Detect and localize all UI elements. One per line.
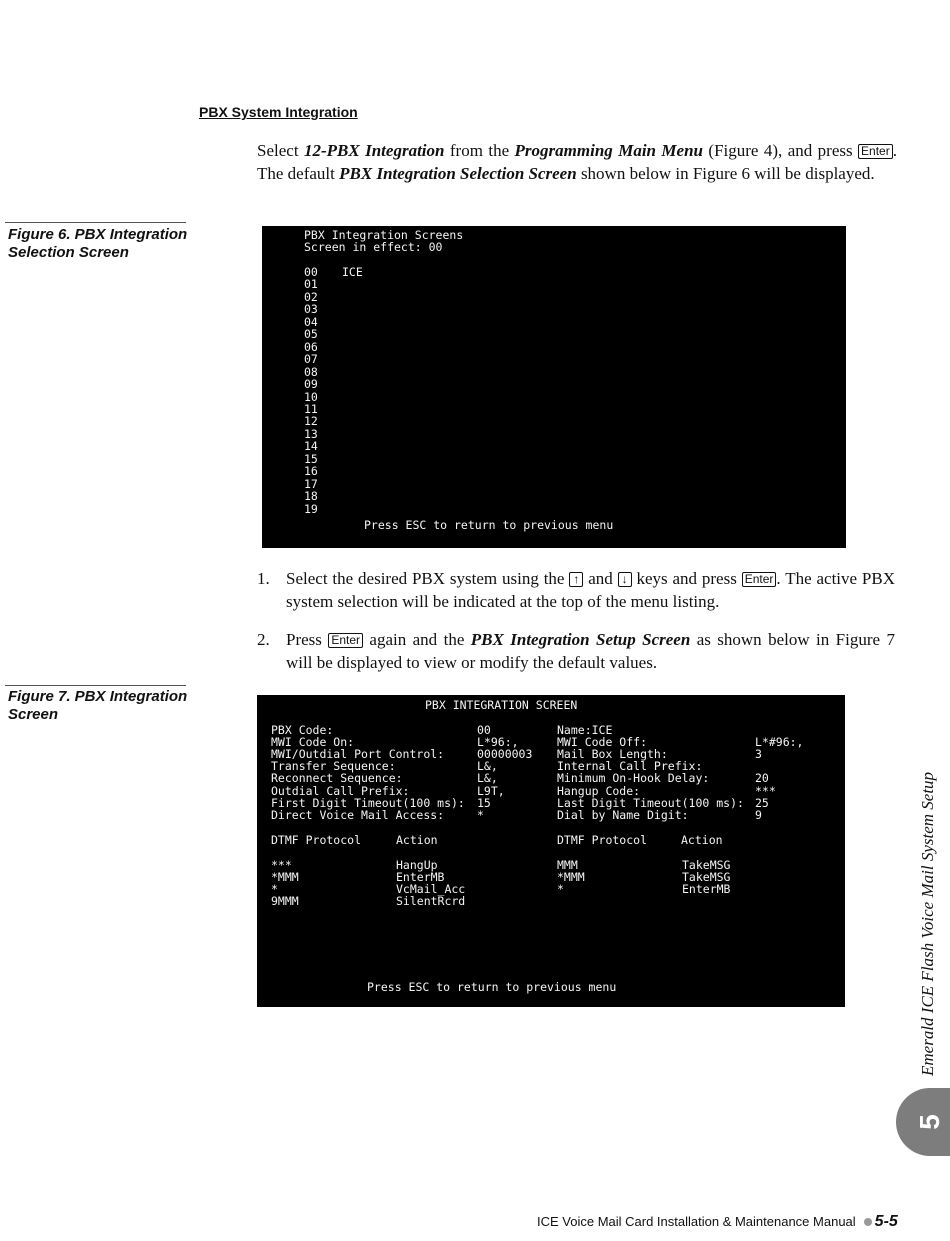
setting-value[interactable]: L*#96:, — [755, 735, 804, 750]
setting-label: Internal Call Prefix: — [557, 759, 703, 774]
setting-value[interactable]: 9 — [755, 807, 762, 822]
dtmf-action: VcMail_Acc — [396, 882, 466, 897]
step-text: Press Enter again and the PBX Integration Setup Screen as shown below in Figure 7 will be displayed to view or modify the default values. — [286, 630, 895, 672]
pbx-number: 13 — [304, 426, 318, 441]
setting-value[interactable]: 3 — [755, 747, 762, 762]
figure6-caption: Figure 6. PBX Integration Selection Screen — [8, 226, 188, 261]
intro-menu-name: Programming Main Menu — [514, 141, 703, 160]
setting-label: Mail Box Length: — [557, 747, 668, 762]
pbx-selection-screen — [262, 226, 846, 548]
action-header: Action — [396, 833, 438, 847]
setting-value[interactable]: 15 — [477, 795, 491, 810]
dtmf-action: EnterMB — [682, 882, 731, 897]
screen-footer: Press ESC to return to previous menu — [367, 980, 617, 994]
dtmf-action: TakeMSG — [682, 870, 731, 885]
enter-key: Enter — [742, 572, 777, 587]
chapter-number: 5 — [914, 1114, 945, 1130]
pbx-list-item[interactable] — [304, 316, 318, 328]
setting-label: Outdial Call Prefix: — [271, 783, 410, 798]
setting-label: MWI Code On: — [271, 735, 355, 750]
dtmf-row[interactable] — [557, 882, 731, 897]
dtmf-protocol: * — [557, 882, 564, 897]
pbx-list-item[interactable] — [304, 428, 318, 440]
setting-label: Reconnect Sequence: — [271, 771, 403, 786]
setting-label: Dial by Name Digit: — [557, 807, 689, 822]
pbx-number: 05 — [304, 327, 318, 342]
pbx-number: 12 — [304, 414, 318, 429]
pbx-number: 00 — [304, 265, 318, 279]
pbx-list-item[interactable] — [304, 265, 363, 279]
pbx-number: 14 — [304, 439, 318, 454]
dtmf-protocol: *MMM — [557, 870, 585, 885]
pbx-list-item[interactable] — [304, 453, 318, 465]
dtmf-protocol: 9MMM — [271, 894, 299, 909]
pbx-list-item[interactable] — [304, 291, 318, 303]
setting-value[interactable]: L&, — [477, 771, 498, 786]
setting-label: Transfer Sequence: — [271, 759, 396, 774]
dtmf-action: TakeMSG — [682, 858, 731, 872]
setting-label: Name:ICE — [557, 723, 613, 737]
action-header: Action — [681, 833, 723, 847]
dtmf-row[interactable] — [271, 894, 466, 909]
pbx-number: 17 — [304, 476, 318, 491]
dtmf-action: HangUp — [396, 858, 438, 872]
dtmf-protocol-header: DTMF Protocol — [557, 833, 648, 847]
dtmf-protocol: MMM — [557, 858, 578, 872]
pbx-list-item[interactable] — [304, 328, 318, 340]
pbx-list-item[interactable] — [304, 391, 318, 403]
screen-title: PBX Integration Screens — [304, 228, 464, 242]
setting-label: MWI/Outdial Port Control: — [271, 747, 445, 762]
setup-screen-name: PBX Integration Setup Screen — [470, 630, 691, 649]
setting-row[interactable] — [557, 807, 762, 822]
step-number: 1. — [257, 569, 270, 588]
figure-divider — [5, 685, 186, 686]
pbx-list-item[interactable] — [304, 503, 318, 515]
dtmf-action: EnterMB — [396, 870, 445, 885]
step-number: 2. — [257, 630, 270, 649]
pbx-number: 02 — [304, 289, 318, 304]
intro-text: . The default — [257, 141, 897, 183]
dtmf-protocol-header: DTMF Protocol — [271, 833, 362, 847]
pbx-number: 18 — [304, 489, 318, 504]
section-title: PBX System Integration — [199, 104, 358, 120]
step-1 — [257, 567, 895, 615]
intro-text: from the — [444, 141, 515, 160]
setting-label: Last Digit Timeout(100 ms): — [557, 795, 744, 810]
setting-label: Hangup Code: — [557, 783, 641, 798]
dtmf-protocol: * — [271, 882, 278, 897]
intro-text: shown below in Figure 6 will be displayed. — [576, 164, 875, 183]
dtmf-protocol: *** — [271, 858, 292, 872]
setting-value[interactable]: 00000003 — [477, 747, 533, 762]
setting-value[interactable]: 20 — [755, 771, 769, 786]
pbx-list-item[interactable] — [304, 490, 318, 502]
pbx-number: 07 — [304, 352, 318, 367]
pbx-list-item[interactable] — [304, 403, 318, 415]
screen-footer: Press ESC to return to previous menu — [364, 518, 614, 532]
pbx-number: 10 — [304, 389, 318, 404]
up-arrow-key: ↑ — [569, 572, 583, 587]
intro-menu-item: 12-PBX Integration — [303, 141, 445, 160]
setting-value[interactable]: L9T, — [477, 783, 505, 798]
pbx-list-item[interactable] — [304, 303, 318, 315]
dtmf-action: SilentRcrd — [396, 894, 466, 909]
setting-value[interactable]: *** — [755, 783, 776, 798]
screen-title: PBX INTEGRATION SCREEN — [425, 698, 578, 712]
bullet-icon — [864, 1218, 872, 1226]
pbx-list-item[interactable] — [304, 415, 318, 427]
intro-text: Select — [257, 141, 304, 160]
pbx-number: 16 — [304, 464, 318, 479]
pbx-list-item[interactable] — [304, 278, 318, 290]
setting-label: Minimum On-Hook Delay: — [557, 771, 710, 786]
pbx-number: 15 — [304, 451, 318, 466]
step-2 — [257, 628, 895, 676]
pbx-name: ICE — [342, 265, 363, 279]
intro-paragraph — [257, 139, 897, 185]
setting-label: First Digit Timeout(100 ms): — [271, 795, 465, 810]
pbx-list-item[interactable] — [304, 366, 318, 378]
pbx-list-item[interactable] — [304, 465, 318, 477]
setting-label: PBX Code: — [271, 723, 334, 737]
screen-in-effect: Screen in effect: 00 — [304, 240, 443, 254]
pbx-list-item[interactable] — [304, 341, 318, 353]
figure-divider — [5, 222, 186, 223]
down-arrow-key: ↓ — [618, 572, 632, 587]
setting-value[interactable]: 25 — [755, 795, 769, 810]
pbx-integration-screen — [257, 695, 845, 1007]
page-footer — [537, 1213, 898, 1231]
setting-value[interactable]: * — [477, 807, 484, 822]
intro-screen-name: PBX Integration Selection Screen — [339, 164, 577, 183]
page-number: 5-5 — [874, 1213, 898, 1230]
manual-title: ICE Voice Mail Card Installation & Maintenance Manual — [537, 1214, 856, 1229]
figure7-caption: Figure 7. PBX Integration Screen — [8, 688, 188, 723]
intro-text: (Figure 4), and press — [703, 141, 859, 160]
step-text: Select the desired PBX system using the ↑ and ↓ keys and press Enter . The active PBX system selection will be indicated at the top of the menu listing. — [286, 569, 895, 611]
pbx-number: 03 — [304, 302, 318, 317]
dtmf-protocol: *MMM — [271, 870, 299, 885]
pbx-number: 08 — [304, 364, 318, 379]
pbx-number: 09 — [304, 377, 318, 392]
setting-value[interactable]: L&, — [477, 759, 498, 774]
setting-label: MWI Code Off: — [557, 735, 648, 750]
setting-value[interactable]: L*96:, — [477, 735, 519, 750]
pbx-number: 06 — [304, 339, 318, 354]
pbx-list-item[interactable] — [304, 353, 318, 365]
pbx-list-item[interactable] — [304, 378, 318, 390]
setting-label: Direct Voice Mail Access: — [271, 807, 445, 822]
pbx-list-item[interactable] — [304, 440, 318, 452]
enter-key: Enter — [328, 633, 363, 648]
pbx-number: 11 — [304, 401, 318, 416]
pbx-list-item[interactable] — [304, 478, 318, 490]
pbx-number: 04 — [304, 314, 318, 329]
pbx-number: 19 — [304, 501, 318, 516]
enter-key: Enter — [858, 144, 893, 159]
setting-row[interactable] — [271, 807, 484, 822]
pbx-number: 01 — [304, 277, 318, 292]
setting-value[interactable]: 00 — [477, 723, 491, 737]
